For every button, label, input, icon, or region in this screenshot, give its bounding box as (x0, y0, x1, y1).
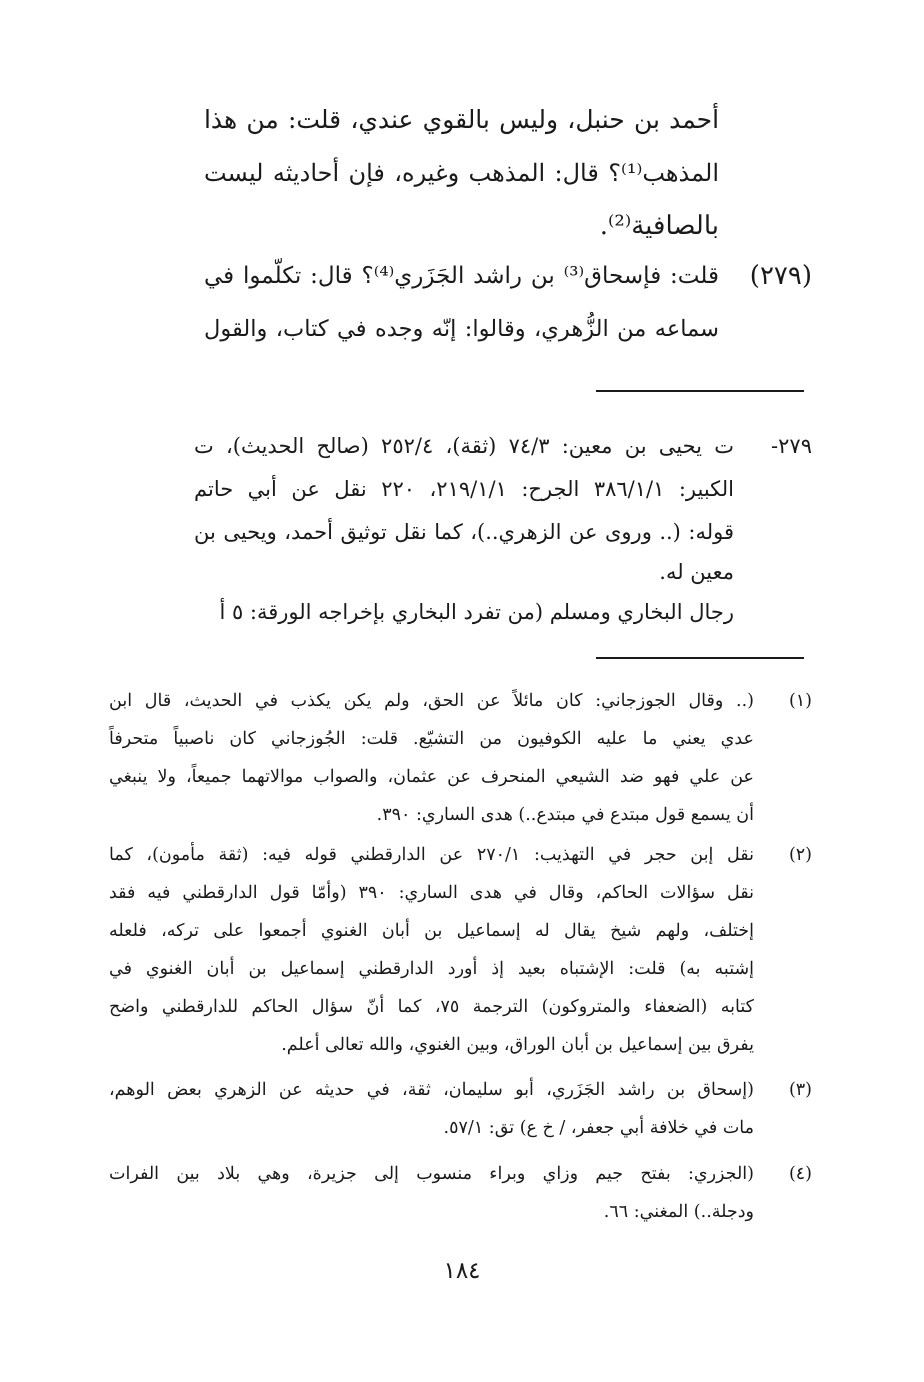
footnote-line: (.. وقال الجوزجاني: كان مائلاً عن الحق، ولم يكن يكذب في الحديث، قال ابن (109, 691, 754, 711)
commentary-number: ٢٧٩- (771, 434, 812, 458)
main-text-line: بالصافية⁽²⁾. (599, 211, 719, 241)
separator-line (596, 657, 804, 659)
footnote-line: يفرق بين إسماعيل بن أبان الوراق، وبين الغنوي، والله تعالى أعلم. (281, 1035, 754, 1055)
commentary-line: ت يحيى بن معين: ٧٤/٣ (ثقة)، ٢٥٢/٤ (صالح الحديث)، ت (194, 434, 734, 458)
footnote-line: (الجزري: بفتح جيم وزاي وبراء منسوب إلى جزيرة، وهي بلاد بين الفرات (109, 1164, 754, 1184)
commentary-extra-line: رجال البخاري ومسلم (من تفرد البخاري بإخراجه الورقة: ٥ أ (219, 600, 734, 624)
footnote-number: (٢) (788, 845, 812, 865)
footnote-line: نقل إبن حجر في التهذيب: ٢٧٠/١ عن الدارقطني قوله فيه: (ثقة مأمون)، كما (109, 845, 754, 865)
main-text-line: المذهب⁽¹⁾؟ قال: المذهب وغيره، فإن أحاديثه ليست (204, 159, 719, 187)
footnote-line: إختلف، ولهم شيخ يقال له إسماعيل بن أبان الغنوي أجمعوا على تركه، فلعله (109, 921, 754, 941)
footnote-line: إشتبه به) قلت: الإشتباه بعيد إذ أورد الدارقطني إسماعيل بن أبان الغنوي في (109, 959, 754, 979)
page-number: ١٨٤ (443, 1258, 481, 1284)
separator-line (596, 390, 804, 392)
entry-number: (٢٧٩) (749, 261, 812, 291)
footnote-number: (٣) (788, 1080, 812, 1100)
footnote-line: نقل سؤالات الحاكم، وقال في هدى الساري: ٣٩٠ (وأمّا قول الدارقطني فيه فقد (109, 883, 754, 903)
footnote-line: كتابه (الضعفاء والمتروكون) الترجمة ٧٥، كما أنّ سؤال الحاكم للدارقطني واضح (109, 997, 754, 1017)
commentary-line: معين له. (659, 560, 734, 584)
footnote-line: عن علي فهو ضد الشيعي المنحرف عن عثمان، والصواب موالاتهما جميعاً، ولا ينبغي (109, 767, 754, 787)
footnote-line: مات في خلافة أبي جعفر، / خ ع) تق: ٥٧/١. (443, 1118, 754, 1138)
footnote-line: (إسحاق بن راشد الجَزَري، أبو سليمان، ثقة، في حديثه عن الزهري بعض الوهم، (109, 1080, 754, 1100)
main-text-line: أحمد بن حنبل، وليس بالقوي عندي، قلت: من هذا (204, 105, 719, 134)
entry-text-line: قلت: فإسحاق⁽³⁾ بن راشد الجَزَري⁽⁴⁾؟ قال: تكلّموا في (204, 263, 719, 289)
footnote-line: أن يسمع قول مبتدع في مبتدع..) هدى الساري: ٣٩٠. (376, 805, 754, 825)
commentary-line: قوله: (.. وروى عن الزهري..)، كما نقل توثيق أحمد، ويحيى بن (194, 520, 734, 544)
footnote-line: ودجلة..) المغني: ٦٦. (603, 1202, 754, 1222)
footnote-line: عدي يعني ما عليه الكوفيون من التشيّع. قلت: الجُوزجاني كان ناصبياً متحرفاً (109, 729, 754, 749)
footnote-number: (٤) (788, 1164, 812, 1184)
entry-text-line: سماعه من الزُّهري، وقالوا: إنّه وجده في كتاب، والقول (204, 316, 719, 342)
footnote-number: (١) (788, 691, 812, 711)
commentary-line: الكبير: ٣٨٦/١/١ الجرح: ٢١٩/١/١، ٢٢٠ نقل عن أبي حاتم (194, 477, 735, 501)
